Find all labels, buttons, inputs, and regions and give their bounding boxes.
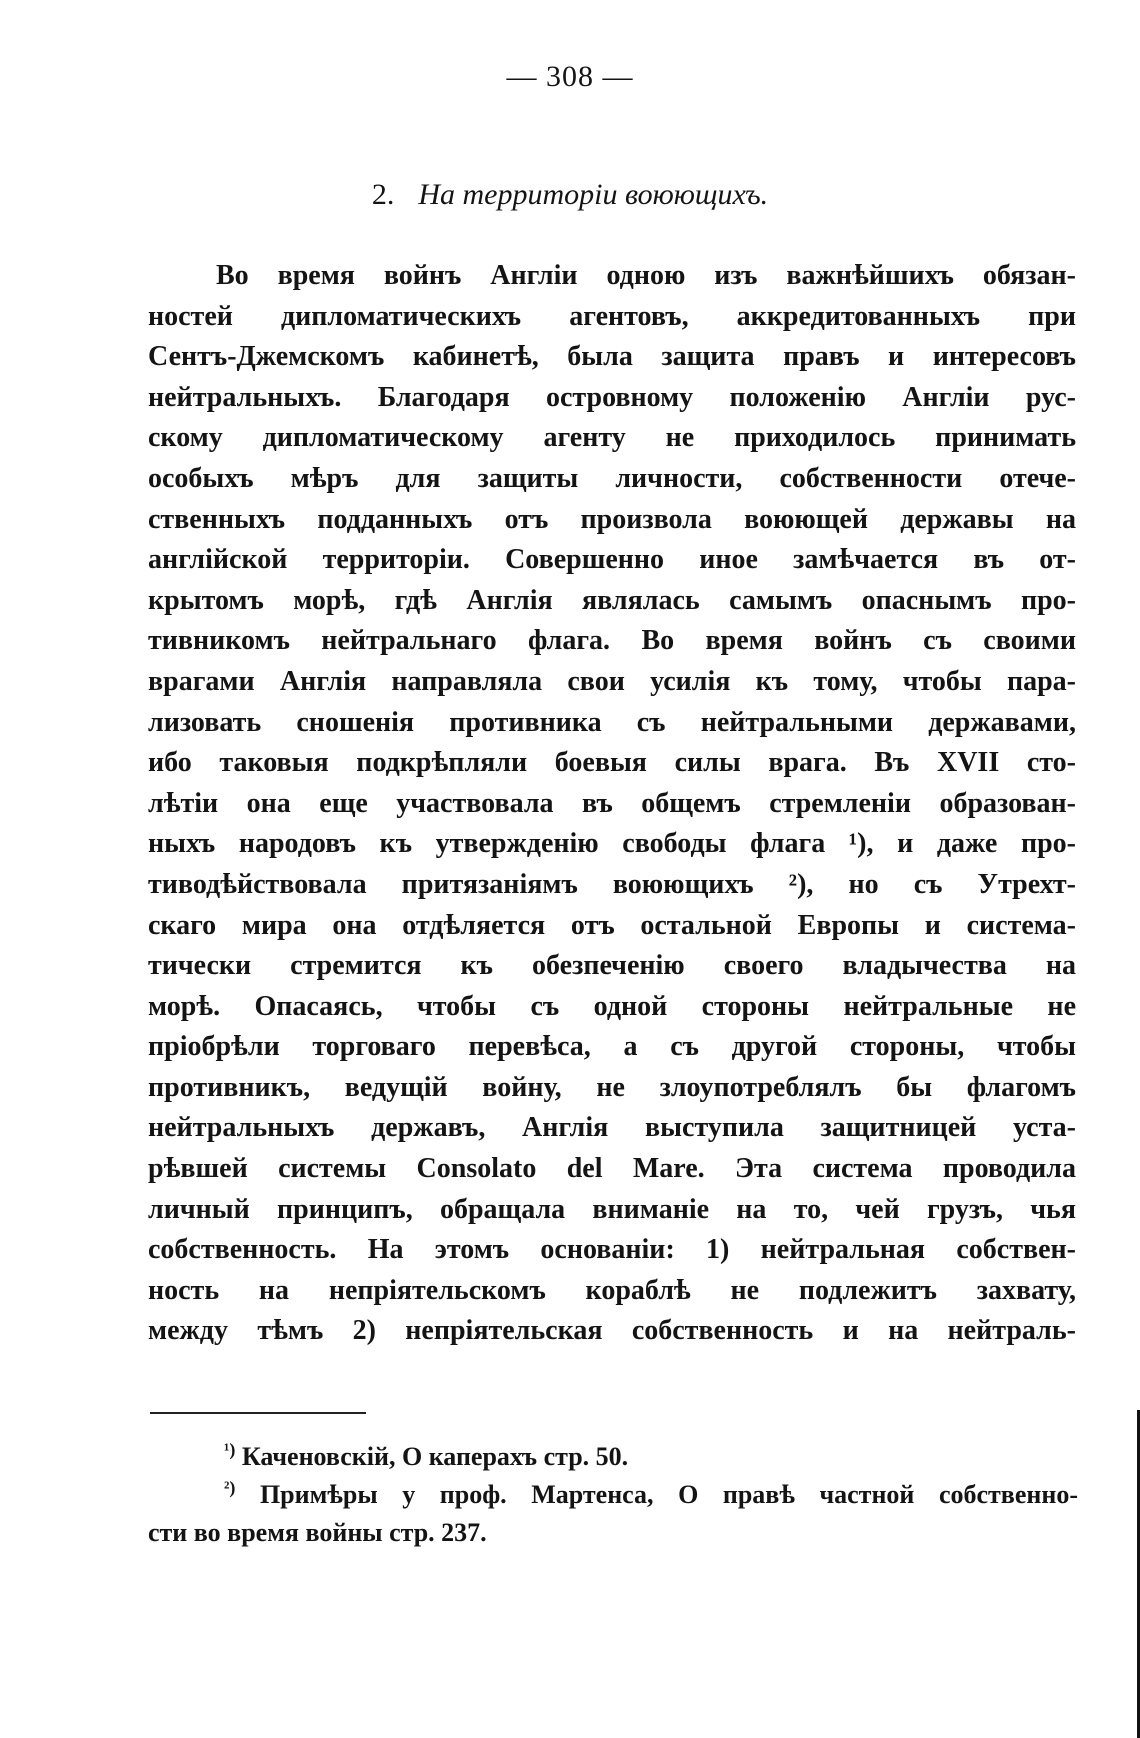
body-line: англійской территоріи. Совершенно иное замѣчается въ от- <box>148 544 1076 576</box>
body-line: между тѣмъ 2) непріятельская собственность и на нейтраль- <box>148 1315 1076 1347</box>
body-line: нейтральныхъ. Благодаря островному положенію Англіи рус- <box>148 381 1076 413</box>
body-line: ность на непріятельскомъ кораблѣ не подлежитъ захвату, <box>148 1274 1076 1306</box>
body-text <box>148 256 1076 1352</box>
body-line: рѣвшей системы Consolato del Mare. Эта система проводила <box>148 1153 1077 1185</box>
body-line: крытомъ морѣ, гдѣ Англія являлась самымъ опаснымъ про- <box>148 584 1076 616</box>
footnote-divider <box>150 1412 366 1414</box>
body-line: пріобрѣли торговаго перевѣса, а съ другой стороны, чтобы <box>148 1031 1076 1063</box>
footnote-text: Примѣры у проф. Мартенса, О правѣ частной собственно- <box>259 1480 1078 1509</box>
body-line: ныхъ народовъ къ утвержденію свободы флага ¹), и даже про- <box>148 828 1076 860</box>
body-line: Сентъ-Джемскомъ кабинетѣ, была защита правъ и интересовъ <box>148 341 1076 373</box>
body-line: лизовать сношенія противника съ нейтральными державами, <box>148 706 1076 738</box>
section-title: На территоріи воюющихъ. <box>418 178 769 211</box>
body-line: скаго мира она отдѣляется отъ остальной Европы и система- <box>148 909 1076 941</box>
body-line: личный принципъ, обращала вниманіе на то, чей грузъ, чья <box>148 1193 1076 1225</box>
body-line: морѣ. Опасаясь, чтобы съ одной стороны нейтральные не <box>148 990 1076 1022</box>
body-line: особыхъ мѣръ для защиты личности, собственности отече- <box>148 462 1076 494</box>
footnote-marker: ¹) <box>224 1439 236 1460</box>
body-line: тивникомъ нейтральнаго флага. Во время войнъ съ своими <box>148 625 1076 657</box>
body-line: ностей дипломатическихъ агентовъ, аккредитованныхъ при <box>148 300 1076 332</box>
body-line: тиводѣйствовала притязаніямъ воюющихъ ²), но съ Утрехт- <box>148 868 1076 900</box>
footnotes <box>148 1438 1078 1552</box>
footnote-2 <box>148 1476 1078 1552</box>
footnote-text: Каченовскій, О каперахъ стр. 50. <box>241 1442 629 1471</box>
body-line: ибо таковыя подкрѣпляли боевыя силы врага. Въ XVII сто- <box>148 747 1076 779</box>
section-number: 2. <box>371 178 395 211</box>
body-line: Во время войнъ Англіи одною изъ важнѣйшихъ обязан- <box>216 260 1076 291</box>
body-line: ственныхъ подданныхъ отъ произвола воюющей державы на <box>148 503 1076 535</box>
body-line: лѣтіи она еще участвовала въ общемъ стремленіи образован- <box>148 787 1076 819</box>
page-number: — 308 — <box>506 60 634 93</box>
body-line: противникъ, ведущій войну, не злоупотреблялъ бы флагомъ <box>148 1071 1076 1103</box>
footnote-1 <box>148 1438 1078 1476</box>
body-line: тически стремится къ обезпеченію своего владычества на <box>148 950 1076 982</box>
footnote-continuation: сти во время войны стр. 237. <box>148 1518 487 1547</box>
footnote-marker: ²) <box>224 1477 236 1498</box>
section-heading <box>0 178 1140 212</box>
body-line: собственность. На этомъ основаніи: 1) нейтральная собствен- <box>148 1234 1076 1266</box>
body-line: врагами Англія направляла свои усилія къ тому, чтобы пара- <box>148 665 1076 697</box>
body-line: нейтральныхъ державъ, Англія выступила защитницей уста- <box>148 1112 1076 1144</box>
body-line: скому дипломатическому агенту не приходилось принимать <box>148 422 1076 454</box>
